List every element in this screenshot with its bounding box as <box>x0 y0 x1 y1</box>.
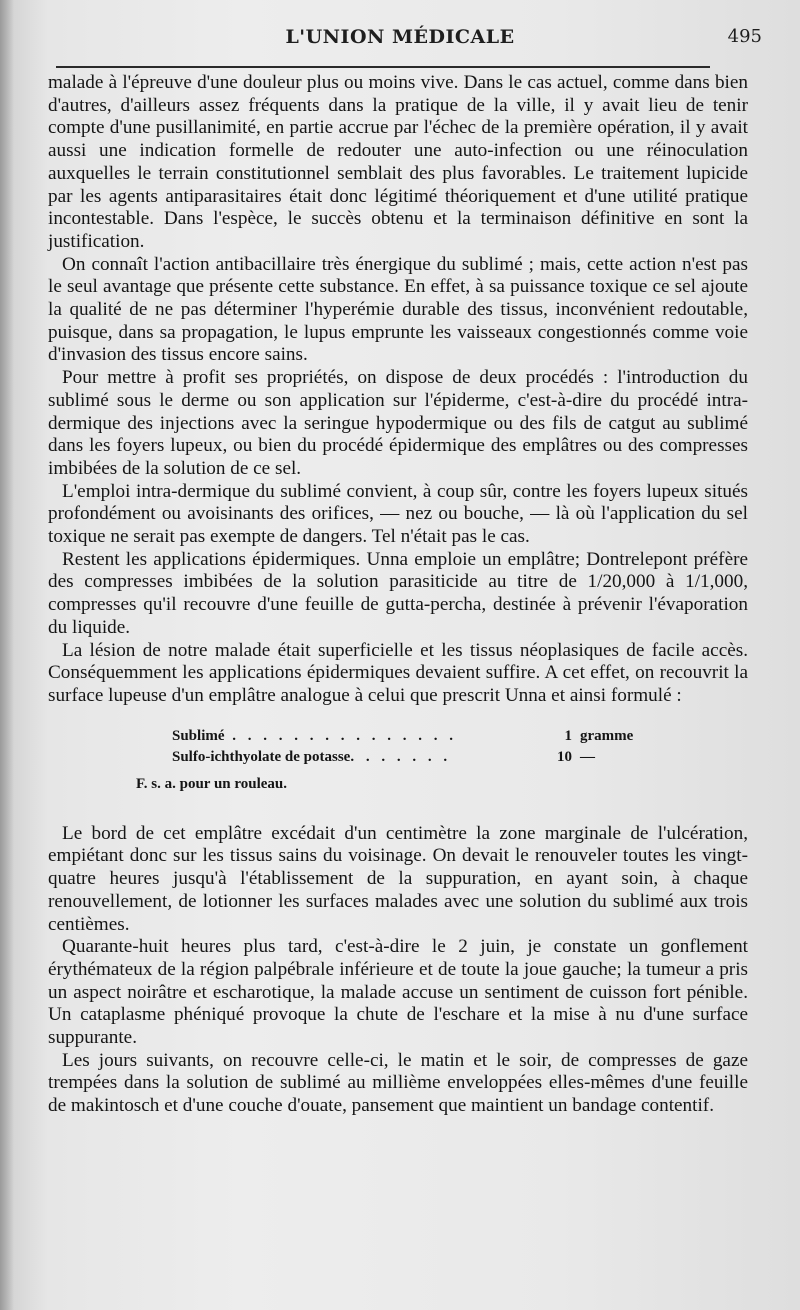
paragraph: La lésion de notre malade était superficielle et les tissus néoplasiques de facile accès. Conséquemment les applications épidermiques devaient suffire. A cet effet, on recouvrit la surface lupeuse d'un emplâtre analogue à celui que prescrit Unna et ainsi formulé : <box>48 639 748 706</box>
paragraph: Quarante-huit heures plus tard, c'est-à-dire le 2 juin, je constate un gonflement érythémateux de la région palpébrale inférieure et de toute la joue gauche; la tumeur a pris un aspect noirâtre et escharotique, la malade accuse un sentiment de cuisson fort pénible. Un cataplasme phéniqué provoque la chute de l'eschare et la mise à nu d'une surface suppurante. <box>48 936 748 1049</box>
formula-row <box>172 726 748 747</box>
body-text <box>48 72 748 1118</box>
paragraph: malade à l'épreuve d'une douleur plus ou moins vive. Dans le cas actuel, comme dans bien d'autres, d'ailleurs assez fréquents dans la pratique de la ville, il y avait lieu de tenir compte d'une pusillanimité, en partie accrue par l'échec de la première opération, il y avait aussi une indication formelle de redouter une auto-infection ou une réinoculation auxquelles le terrain constitutionnel semblait des plus favorables. Le traitement lupicide par les agents antiparasitaires était donc légitimé théoriquement et d'une utilité pratique incontestable. Dans l'espèce, le succès obtenu et la terminaison définitive en sont la justification. <box>48 72 748 252</box>
paragraph: Le bord de cet emplâtre excédait d'un centimètre la zone marginale de l'ulcération, empiétant donc sur les tissus sains du voisinage. On devait le renouveler toutes les vingt-quatre heures jusqu'à l'établissement de la suppuration, en ayant soin, à chaque renouvellement, de lotionner les surfaces malades avec une solution du sublimé aux trois centièmes. <box>48 822 748 935</box>
paragraph: On connaît l'action antibacillaire très énergique du sublimé ; mais, cette action n'est pas le seul avantage que présente cette substance. En effet, à sa puissance toxique ce sel ajoute la qualité de ne pas déterminer l'hyperémie durable des tissus, inconvénient redoutable, puisque, dans sa propagation, le lupus emprunte les vaisseaux congestionnés comme voie d'invasion des tissus encore sains. <box>48 253 748 366</box>
page-number: 495 <box>727 26 762 47</box>
header-rule <box>56 66 710 68</box>
paragraph: Restent les applications épidermiques. Unna emploie un emplâtre; Dontrelepont préfère des compresses imbibées de la solution parasiticide au titre de 1/20,000 à 1/1,000, compresses qu'il recouvre d'une feuille de gutta-percha, destinée à prévenir l'évaporation du liquide. <box>48 548 748 638</box>
formula-row <box>172 747 748 768</box>
prescription-formula <box>136 726 748 795</box>
formula-ingredient: Sublimé . . . . . . . . . . . . . . . <box>172 727 458 744</box>
formula-unit: — <box>580 748 595 765</box>
page-header <box>30 26 770 60</box>
formula-unit: gramme <box>580 727 634 744</box>
paragraph: Pour mettre à profit ses propriétés, on dispose de deux procédés : l'introduction du sublimé sous le derme ou son application sur l'épiderme, c'est-à-dire du procédé intra-dermique des injections avec la seringue hypodermique ou des fils de catgut au sublimé dans les foyers lupeux, ou bien du procédé épidermique des emplâtres ou des compresses imbibées de la solution de ce sel. <box>48 367 748 479</box>
formula-directions: F. s. a. pour un rouleau. <box>136 775 288 792</box>
paragraph: Les jours suivants, on recouvre celle-ci, le matin et le soir, de compresses de gaze trempées dans la solution de sublimé au millième enveloppées elles-mêmes d'une feuille de makintosch et d'une couche d'ouate, pansement que maintient un bandage contentif. <box>48 1049 748 1117</box>
formula-quantity: 1 <box>564 727 572 744</box>
paragraph: L'emploi intra-dermique du sublimé convient, à coup sûr, contre les foyers lupeux situés profondément ou avoisinants des orifices, — nez ou bouche, — là où l'application du sel toxique ne serait pas exempte de dangers. Tel n'était pas le cas. <box>48 480 748 548</box>
formula-ingredient: Sulfo-ichthyolate de potasse. . . . . . . <box>172 748 452 765</box>
formula-quantity: 10 <box>557 748 572 765</box>
running-title: L'UNION MÉDICALE <box>285 26 515 48</box>
